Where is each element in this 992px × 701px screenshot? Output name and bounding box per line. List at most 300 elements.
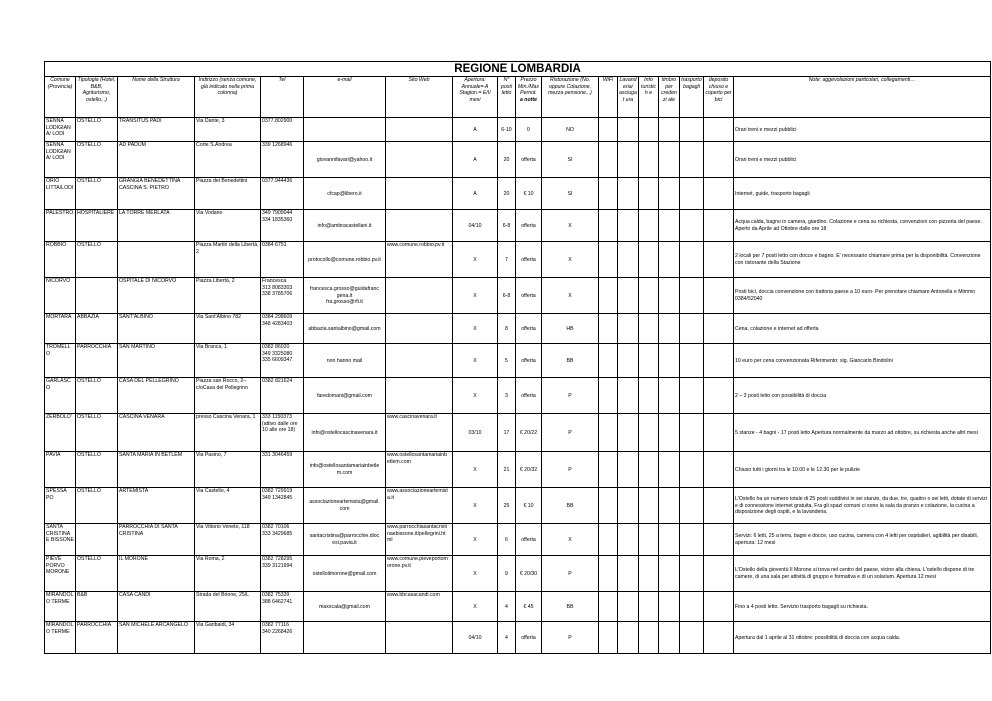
cell-lavanderia [618, 452, 639, 488]
prezzo-text: € 20/32 [519, 466, 538, 473]
cell-timbro [659, 314, 680, 344]
email-line: francesca.grosso@guidafranc gena.it [310, 286, 379, 299]
cell-apertura [453, 556, 498, 592]
cell-apertura [453, 118, 498, 142]
cell-note [734, 414, 991, 452]
email-line: protocollo@comune.robbio.pv.it [308, 256, 381, 263]
nome-text: LA TORRE MERLATA [119, 210, 170, 217]
cell-ristorazione [542, 242, 599, 278]
email-line: info@ostellosantamariainbetle m.com [309, 463, 380, 476]
note-text: Acqua calda, bagno in camera, giardino. Colazione e cena su richiesta, convenzioni con pizzeria del paese. Aperto da Aprile ad Ottobre dalle ore 18 [735, 219, 982, 232]
cell-posti [498, 524, 516, 556]
cell-lavanderia [618, 344, 639, 378]
cell-lavanderia [618, 314, 639, 344]
cell-tipologia [76, 378, 118, 414]
email-line: giovannifavari@yahoo.it [316, 156, 373, 163]
cell-lavanderia [618, 414, 639, 452]
tel-line: 334 1835360 [262, 216, 293, 223]
cell-note [734, 556, 991, 592]
posti-text: 7 [505, 256, 508, 263]
cell-trasporto [680, 278, 704, 314]
comune-text: SENNA LODIGIANA/ LODI [46, 118, 71, 138]
cell-nome [118, 452, 195, 488]
cell-tel [261, 344, 304, 378]
ristorazione-text: NO [566, 126, 574, 133]
cell-indirizzo [195, 314, 261, 344]
cell-apertura [453, 142, 498, 178]
cell-note [734, 118, 991, 142]
comune-text: SPESSA PO [46, 488, 67, 501]
cell-trasporto [680, 178, 704, 210]
cell-prezzo [516, 622, 542, 654]
posti-text: 3 [505, 392, 508, 399]
indirizzo-text: Via Branca, 1 [196, 344, 228, 351]
ristorazione-text: P [568, 392, 572, 399]
cell-indirizzo [195, 142, 261, 178]
cell-posti [498, 378, 516, 414]
table-row [45, 278, 991, 314]
cell-sito [386, 118, 453, 142]
header-timbro: timbro per credenzi ale [659, 77, 680, 118]
cell-lavanderia [618, 118, 639, 142]
cell-tipologia [76, 242, 118, 278]
cell-apertura [453, 278, 498, 314]
header-comune: Comune (Provincia) [45, 77, 76, 118]
cell-info [639, 278, 659, 314]
cell-info [639, 344, 659, 378]
prezzo-text: € 10 [523, 190, 534, 197]
cell-wifi [599, 118, 618, 142]
apertura-text: A [473, 190, 477, 197]
cell-tel [261, 622, 304, 654]
cell-trasporto [680, 452, 704, 488]
header-apertura: Apertura: Annuale= A Stagion.= E/I/ mesi [453, 77, 498, 118]
cell-sito [386, 314, 453, 344]
document-title: REGIONE LOMBARDIA [45, 62, 991, 77]
website-link[interactable]: www.associazioneartemist a.it [387, 488, 448, 501]
cell-prezzo [516, 210, 542, 242]
email-line: abbazia.santalbino@gmail.com [308, 325, 381, 332]
cell-wifi [599, 414, 618, 452]
cell-timbro [659, 452, 680, 488]
cell-info [639, 178, 659, 210]
header-prezzo-bold: a notte [519, 96, 537, 103]
cell-tel [261, 378, 304, 414]
cell-tipologia [76, 118, 118, 142]
cell-comune [45, 524, 76, 556]
note-text: 5 stanze - 4 bagni - 17 posti letto Apertura normalmente da marzo ad ottobre, su richiesta anche altri mesi [735, 429, 978, 436]
website-link[interactable]: www.comune.robbio.pv.it [387, 242, 445, 249]
ristorazione-text: X [568, 292, 572, 299]
cell-prezzo [516, 178, 542, 210]
header-wifi: WiFi [599, 77, 618, 118]
cell-tipologia [76, 142, 118, 178]
prezzo-text: € 45 [523, 603, 534, 610]
cell-nome [118, 118, 195, 142]
apertura-text: X [473, 570, 477, 577]
table-row [45, 210, 991, 242]
indirizzo-text: Piazza dei Benedettini [196, 178, 248, 185]
cell-trasporto [680, 378, 704, 414]
tel-line: 333 3429685 [262, 530, 293, 537]
cell-ristorazione [542, 622, 599, 654]
cell-lavanderia [618, 142, 639, 178]
posti-text: 20 [503, 190, 510, 197]
nome-text: SANTA MARIA IN BETLEM [119, 452, 183, 459]
cell-tel [261, 414, 304, 452]
note-text: Fino a 4 posti letto. Servizio trasporto bagagli su richiesta. [735, 603, 868, 610]
cell-note [734, 142, 991, 178]
note-text: Orari treni e mezzi pubblici [735, 156, 797, 163]
header-sito: Sito Web [386, 77, 453, 118]
prezzo-text: offerta [521, 222, 536, 229]
cell-wifi [599, 622, 618, 654]
cell-wifi [599, 344, 618, 378]
cell-deposito [704, 488, 734, 524]
header-info: Info turistich e [639, 77, 659, 118]
cell-ristorazione [542, 118, 599, 142]
table-row [45, 622, 991, 654]
cell-ristorazione [542, 142, 599, 178]
cell-wifi [599, 488, 618, 524]
cell-prezzo [516, 452, 542, 488]
indirizzo-text: Via Dante, 3 [196, 118, 225, 125]
nome-text: CASA CANDI [119, 592, 151, 599]
cell-note [734, 278, 991, 314]
cell-nome [118, 556, 195, 592]
tel-line: 333 1150373 [262, 414, 292, 421]
cell-email [304, 378, 386, 414]
table-row [45, 242, 991, 278]
cell-prezzo [516, 378, 542, 414]
cell-nome [118, 488, 195, 524]
cell-wifi [599, 452, 618, 488]
ristorazione-text: BB [566, 603, 574, 610]
header-indirizzo: Indirizzo (senza comune, già indicato nella prima colonna) [195, 77, 261, 118]
ristorazione-text: BB [566, 502, 574, 509]
cell-nome [118, 378, 195, 414]
cell-prezzo [516, 344, 542, 378]
cell-apertura [453, 314, 498, 344]
apertura-text: X [473, 603, 477, 610]
cell-ristorazione [542, 524, 599, 556]
note-text: 2 – 3 posti letto con possibilità di doccia [735, 392, 827, 399]
apertura-text: X [473, 392, 477, 399]
tel-line: 0382 77116 [262, 622, 290, 629]
cell-note [734, 592, 991, 622]
tel-line: 0382 70106 [262, 524, 290, 531]
cell-lavanderia [618, 592, 639, 622]
cell-ristorazione [542, 452, 599, 488]
header-ristorazione: Ristorazione (No, oppure Colazione, mezza pensione...) [542, 77, 599, 118]
website-link[interactable]: www.comune.pieveportom orone.pv.it [387, 556, 448, 569]
cell-wifi [599, 314, 618, 344]
cell-posti [498, 414, 516, 452]
email-line: associazioneartemista@gmail. com [309, 499, 380, 512]
cell-ristorazione [542, 210, 599, 242]
cell-deposito [704, 622, 734, 654]
cell-lavanderia [618, 524, 639, 556]
cell-deposito [704, 142, 734, 178]
note-text: Chiuso tutti i giorni tra le 10.00 e le 12.30 per le pulizie [735, 466, 860, 473]
cell-apertura [453, 452, 498, 488]
cell-prezzo [516, 488, 542, 524]
cell-wifi [599, 378, 618, 414]
cell-ristorazione [542, 378, 599, 414]
cell-deposito [704, 556, 734, 592]
cell-nome [118, 524, 195, 556]
cell-info [639, 488, 659, 524]
cell-ristorazione [542, 414, 599, 452]
tel-line: 0382 75339 [262, 592, 290, 599]
comune-text: NICORVO [46, 278, 71, 285]
comune-text: ORIO LITTA/LODI [46, 178, 74, 191]
header-prezzo-text: Prezzo Min./Max Pernot. [517, 77, 540, 97]
cell-posti [498, 178, 516, 210]
cell-indirizzo [195, 278, 261, 314]
tel-line: 0377.944436 [262, 178, 293, 185]
cell-indirizzo [195, 592, 261, 622]
cell-posti [498, 344, 516, 378]
prezzo-text: € 10 [523, 502, 534, 509]
header-tipologia: Tipologia (Hotel, B&B, Agriturismo, ostello...) [76, 77, 118, 118]
cell-sito [386, 524, 453, 556]
cell-prezzo [516, 592, 542, 622]
apertura-text: 04/10 [468, 222, 482, 229]
header-email: e-mail [304, 77, 386, 118]
cell-note [734, 378, 991, 414]
ristorazione-text: P [568, 466, 572, 473]
cell-email [304, 118, 386, 142]
cell-comune [45, 488, 76, 524]
cell-posti [498, 452, 516, 488]
header-note: Note: aggevolazioni particolari, collegamenti… [734, 77, 991, 118]
cell-tipologia [76, 210, 118, 242]
cell-timbro [659, 622, 680, 654]
cell-apertura [453, 592, 498, 622]
prezzo-text: offerta [521, 634, 536, 641]
cell-tel [261, 592, 304, 622]
cell-tipologia [76, 344, 118, 378]
cell-lavanderia [618, 178, 639, 210]
apertura-text: X [473, 325, 477, 332]
cell-email [304, 142, 386, 178]
cell-posti [498, 592, 516, 622]
note-text: L'Ostello della gioventù Il Morone si trova nel centro del paese, vicino alla chiesa. L'ostello dispone di tre camere, di una sala per attività di gruppo e formativa e di un solarium. Apertura 12 mesi [735, 567, 975, 580]
cell-deposito [704, 378, 734, 414]
prezzo-text: offerta [521, 357, 536, 364]
cell-ristorazione [542, 178, 599, 210]
cell-sito [386, 278, 453, 314]
tel-line: 0382 86020 [262, 344, 290, 351]
tipologia-text: OSTELLO [77, 118, 101, 125]
header-trasporto: trasporto bagagli [680, 77, 704, 118]
cell-apertura [453, 378, 498, 414]
posti-text: 5 [505, 357, 508, 364]
cell-lavanderia [618, 378, 639, 414]
cell-info [639, 118, 659, 142]
cell-note [734, 452, 991, 488]
ristorazione-text: X [568, 256, 572, 263]
cell-posti [498, 142, 516, 178]
posti-text: 17 [503, 429, 510, 436]
cell-indirizzo [195, 178, 261, 210]
cell-tel [261, 556, 304, 592]
cell-apertura [453, 178, 498, 210]
header-tel: Tel [261, 77, 304, 118]
cell-wifi [599, 524, 618, 556]
ristorazione-text: P [568, 429, 572, 436]
cell-nome [118, 414, 195, 452]
cell-note [734, 524, 991, 556]
posti-text: 9 [505, 570, 508, 577]
nome-text: AD PADUM [119, 142, 146, 149]
prezzo-text: offerta [521, 256, 536, 263]
cell-sito [386, 142, 453, 178]
posti-text: 21 [503, 466, 510, 473]
ristorazione-text: P [568, 634, 572, 641]
cell-tipologia [76, 452, 118, 488]
cell-deposito [704, 452, 734, 488]
tel-line: 313 8083303 [262, 284, 293, 291]
cell-trasporto [680, 314, 704, 344]
table-row [45, 556, 991, 592]
cell-indirizzo [195, 344, 261, 378]
cell-tipologia [76, 556, 118, 592]
cell-email [304, 210, 386, 242]
tel-line: 339 1268946 [262, 142, 293, 149]
nome-text: SANT'ALBINO [119, 314, 153, 321]
note-text: Apertura dal 1 aprile al 31 ottobre: possibilità di doccia con acqua calda. [735, 634, 901, 641]
cell-deposito [704, 414, 734, 452]
cell-sito [386, 452, 453, 488]
cell-trasporto [680, 556, 704, 592]
posti-text: 8 [505, 325, 508, 332]
cell-deposito [704, 278, 734, 314]
cell-indirizzo [195, 556, 261, 592]
apertura-text: A [473, 156, 477, 163]
cell-sito [386, 344, 453, 378]
apertura-text: X [473, 256, 477, 263]
cell-info [639, 524, 659, 556]
indirizzo-text: Via Vittorio Veneto, 118 [196, 524, 250, 531]
table-row [45, 142, 991, 178]
website-link[interactable]: www.ostellosantamariainb etlem.com [387, 452, 447, 465]
note-text: Posti bici, doccia convenzione con trattoria paese a 10 euro- Per prenotare chiamare Antonella e Mimmo 0384/52040 [735, 289, 976, 302]
email-line: maxxcala@gmail.com [319, 603, 370, 610]
tel-line: 0384 6751 [262, 242, 287, 249]
cell-lavanderia [618, 622, 639, 654]
comune-text: GARLASCO [46, 378, 71, 391]
ristorazione-text: SI [567, 190, 573, 197]
prezzo-text: offerta [521, 156, 536, 163]
cell-info [639, 414, 659, 452]
nome-text: GRANGIA BENEDETTINA CASCINA S. PIETRO [119, 178, 181, 191]
ristorazione-text: X [568, 536, 572, 543]
cell-timbro [659, 488, 680, 524]
comune-text: PALESTRO [46, 210, 74, 217]
cell-prezzo [516, 142, 542, 178]
cell-deposito [704, 524, 734, 556]
comune-text: MIRANDOL O TERME [46, 592, 74, 605]
cell-info [639, 556, 659, 592]
cell-tel [261, 452, 304, 488]
cell-email [304, 592, 386, 622]
table-row [45, 178, 991, 210]
tel-line: 339 3121994 [262, 562, 293, 569]
indirizzo-text: presso Cascina Venara, 1 [196, 414, 256, 421]
header-prezzo [516, 77, 542, 118]
cell-lavanderia [618, 488, 639, 524]
tel-line: (attivo dalle ore 10 alle ore 18) [262, 420, 298, 434]
cell-timbro [659, 524, 680, 556]
apertura-text: X [473, 502, 477, 509]
tipologia-text: ABBAZIA [77, 314, 99, 321]
cell-apertura [453, 344, 498, 378]
cell-comune [45, 622, 76, 654]
tel-line: 0377.802900 [262, 118, 293, 125]
cell-deposito [704, 314, 734, 344]
cell-trasporto [680, 524, 704, 556]
cell-email [304, 242, 386, 278]
cell-tel [261, 118, 304, 142]
prezzo-text: offerta [521, 325, 536, 332]
note-text: 2 locali per 7 posti letto con docce e bagno. E' necessario chiamare prima per la disponibilità. Convenzione con ristorante della Stazione [735, 253, 981, 266]
cell-info [639, 210, 659, 242]
cell-tel [261, 524, 304, 556]
cell-deposito [704, 118, 734, 142]
comune-text: SANTA CRISTINA E BISSONE [46, 524, 74, 544]
posti-text: 6-10 [501, 126, 512, 133]
cell-apertura [453, 622, 498, 654]
cell-timbro [659, 242, 680, 278]
tel-line: 348 4283403 [262, 320, 293, 327]
website-link[interactable]: www.bbcasacandi.com [387, 592, 440, 599]
website-link[interactable]: www.parrocchiasantacristi naebissone.it/pellegrini.ht ml [387, 524, 447, 544]
table-row [45, 524, 991, 556]
cell-comune [45, 314, 76, 344]
tipologia-text: OSTELLO [77, 556, 101, 563]
cell-apertura [453, 488, 498, 524]
tipologia-text: PARROCCHIA [77, 344, 112, 351]
cell-apertura [453, 524, 498, 556]
cell-tipologia [76, 524, 118, 556]
table-row [45, 314, 991, 344]
website-link[interactable]: www.cascinavenara.it [387, 414, 437, 421]
table-row [45, 414, 991, 452]
cell-comune [45, 178, 76, 210]
tipologia-text: OSTELLO [77, 378, 101, 385]
cell-note [734, 210, 991, 242]
cell-indirizzo [195, 414, 261, 452]
note-text: L'Ostello ha un numero totale di 25 posti suddivisi in sei stanze, da due, tre, quattro o sei letti, dotate di servizi e di connessione internet gratuita, Fra gli spazi comuni ci sono la sala da pranzo e colazione, la cucina a disposizione degli ospiti, e la lavanderia. [735, 496, 987, 516]
tipologia-text: OSTELLO [77, 488, 101, 495]
comune-text: MIRANDOL O TERME [46, 622, 74, 635]
cell-ristorazione [542, 556, 599, 592]
comune-text: MORTARA [46, 314, 72, 321]
cell-trasporto [680, 142, 704, 178]
cell-comune [45, 592, 76, 622]
cell-apertura [453, 242, 498, 278]
tel-line: 349 3325080 [262, 350, 293, 357]
tipologia-text: OSTELLO [77, 142, 101, 149]
cell-lavanderia [618, 278, 639, 314]
cell-sito [386, 592, 453, 622]
cell-timbro [659, 210, 680, 242]
indirizzo-text: Via Sant'Albino 782 [196, 314, 242, 321]
nome-text: CASCINA VENARA [119, 414, 165, 421]
cell-ristorazione [542, 592, 599, 622]
